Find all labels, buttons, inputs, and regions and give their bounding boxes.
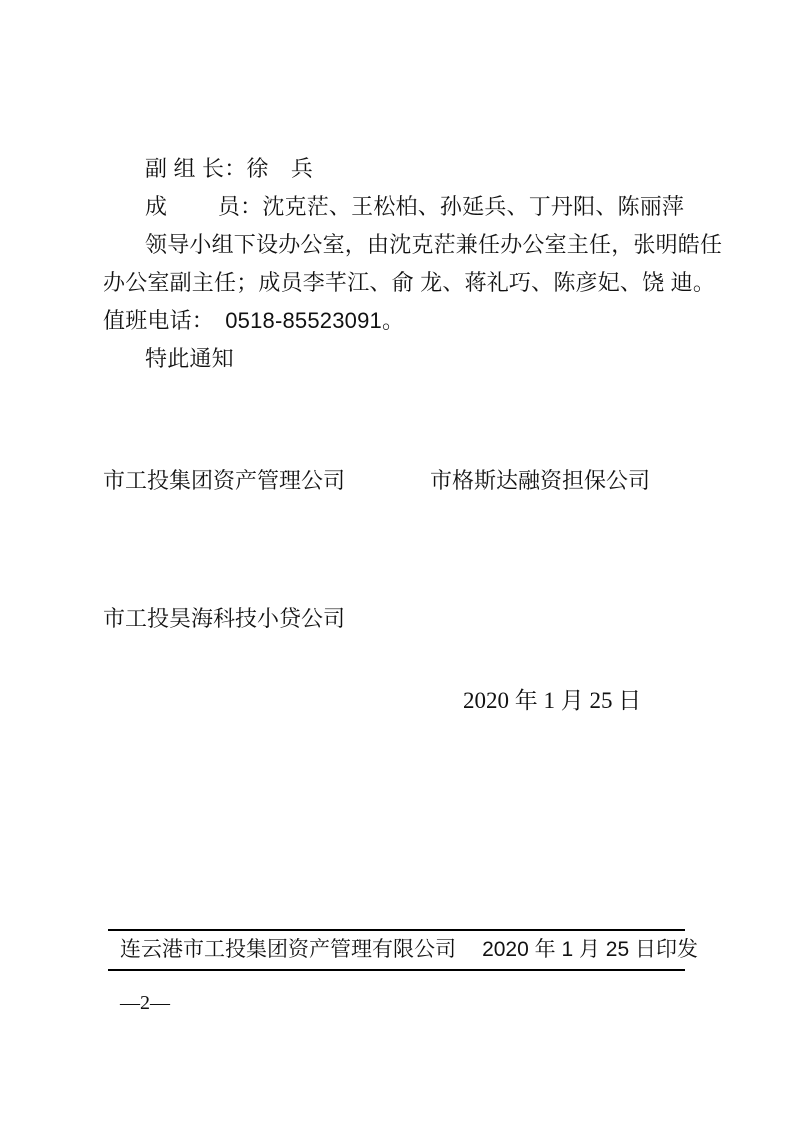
footer-top-rule: [108, 929, 685, 931]
footer-print-date: 2020 年 1 月 25 日印发: [482, 938, 698, 961]
signer-company-microloan: 市工投昊海科技小贷公司: [103, 606, 346, 631]
page-number: —2—: [120, 992, 170, 1014]
document-date: 2020 年 1 月 25 日: [463, 688, 642, 713]
duty-phone-line: 值班电话： 0518-85523091。: [103, 308, 405, 333]
footer-bottom-rule: [108, 969, 685, 971]
footer-colophon: [120, 937, 698, 963]
deputy-leader-line: 副 组 长：徐 兵: [145, 156, 314, 181]
office-members-line: 办公室副主任；成员李芊江、俞 龙、蒋礼巧、陈彦妃、饶 迪。: [103, 270, 716, 295]
hereby-notice-line: 特此通知: [145, 346, 234, 371]
notice-body: [103, 150, 723, 378]
signer-company-asset-management: 市工投集团资产管理公司: [103, 468, 346, 493]
office-setup-line: 领导小组下设办公室，由沈克茫兼任办公室主任，张明皓任: [145, 232, 723, 257]
signer-company-guarantee: 市格斯达融资担保公司: [430, 468, 651, 493]
footer-issuer: 连云港市工投集团资产管理有限公司: [120, 938, 456, 961]
members-line: 成 员：沈克茫、王松柏、孙延兵、丁丹阳、陈丽萍: [145, 194, 685, 219]
